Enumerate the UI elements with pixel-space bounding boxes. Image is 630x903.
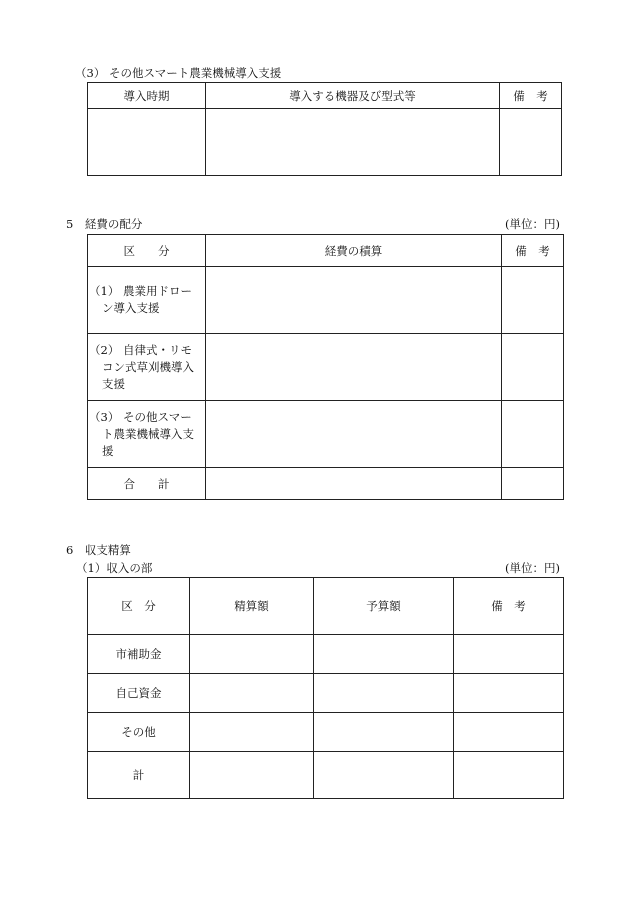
- cell-budget: [314, 752, 454, 799]
- row-label-line: ン導入支援: [102, 301, 160, 315]
- cell-settled: [190, 635, 314, 674]
- section5-heading: 5 経費の配分: [66, 217, 143, 231]
- header-category: 区 分: [88, 578, 190, 635]
- cell-remarks: [502, 334, 564, 401]
- cell-remarks: [500, 109, 562, 176]
- row-label-line: コン式草刈機導入: [102, 359, 194, 374]
- section3-heading: （3） その他スマート農業機械導入支援: [75, 66, 282, 80]
- cell-settled: [190, 752, 314, 799]
- cell-cost: [206, 334, 502, 401]
- cell-remarks: [454, 674, 564, 713]
- header-remarks: 備 考: [500, 83, 562, 109]
- section6-subheading: （1）収入の部: [76, 561, 153, 575]
- header-remarks: 備 考: [502, 235, 564, 267]
- cell-cost: [206, 401, 502, 468]
- cell-remarks: [502, 267, 564, 334]
- row-label-line: 支援: [102, 376, 125, 391]
- row-label-line: （3） その他スマー: [89, 409, 192, 424]
- cell-remarks: [502, 401, 564, 468]
- row-label-total: 合 計: [88, 468, 206, 500]
- cell-remarks: [454, 635, 564, 674]
- section5-table: [87, 234, 564, 500]
- row-label-mower: [88, 334, 206, 401]
- cell-equipment-model: [206, 109, 500, 176]
- row-label-city-subsidy: 市補助金: [88, 635, 190, 674]
- header-cost-estimate: 経費の積算: [206, 235, 502, 267]
- row-label-drone: [88, 267, 206, 334]
- header-introduction-period: 導入時期: [88, 83, 206, 109]
- header-budget-amount: 予算額: [314, 578, 454, 635]
- cell-total-remarks: [502, 468, 564, 500]
- cell-remarks: [454, 713, 564, 752]
- cell-remarks: [454, 752, 564, 799]
- header-equipment-model: 導入する機器及び型式等: [206, 83, 500, 109]
- row-label-line: ト農業機械導入支: [102, 426, 194, 441]
- section6-unit: (単位：円): [505, 561, 560, 575]
- row-label-own-funds: 自己資金: [88, 674, 190, 713]
- cell-settled: [190, 713, 314, 752]
- row-label-line: （1） 農業用ドロー: [89, 284, 192, 298]
- section3-table: [87, 82, 562, 176]
- row-label-other: その他: [88, 713, 190, 752]
- cell-introduction-period: [88, 109, 206, 176]
- header-settled-amount: 精算額: [190, 578, 314, 635]
- cell-budget: [314, 635, 454, 674]
- cell-cost: [206, 267, 502, 334]
- row-label-line: 援: [102, 443, 114, 458]
- section5-unit: (単位：円): [505, 217, 560, 231]
- cell-budget: [314, 713, 454, 752]
- section6-heading: 6 収支精算: [66, 543, 131, 557]
- section6-income-table: [87, 577, 564, 799]
- header-category: 区 分: [88, 235, 206, 267]
- row-label-other-machinery: [88, 401, 206, 468]
- cell-budget: [314, 674, 454, 713]
- row-label-line: （2） 自律式・リモ: [89, 342, 192, 357]
- cell-total-cost: [206, 468, 502, 500]
- row-label-total: 計: [88, 752, 190, 799]
- cell-settled: [190, 674, 314, 713]
- header-remarks: 備 考: [454, 578, 564, 635]
